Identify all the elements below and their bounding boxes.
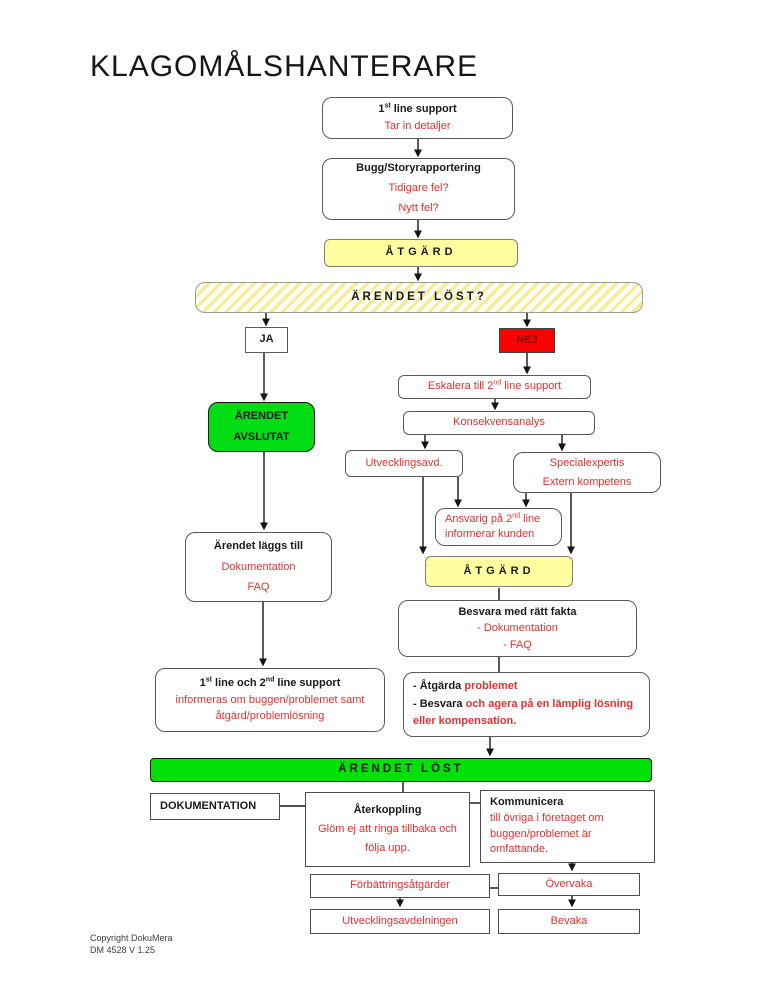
node-atgarda-problemet: - Åtgärda problemet - Besvara och agera på en lämplig lösning eller kompensation. — [403, 672, 650, 737]
node-heading: 1st line support — [378, 102, 457, 115]
node-utvecklingsavd: Utvecklingsavd. — [345, 450, 463, 477]
node-note: Nytt fel? — [398, 201, 439, 214]
node-atgard-1: ÅTGÄRD — [324, 239, 518, 267]
node-line: - Besvara och agera på en lämplig lösning — [413, 697, 634, 710]
node-utvecklingsavdelningen: Utvecklingsavdelningen — [310, 909, 490, 934]
page-title: KLAGOMÅLSHANTERARE — [90, 50, 479, 83]
node-atgard-2: ÅTGÄRD — [425, 556, 573, 587]
node-bugg-storyrapportering — [322, 158, 515, 220]
node-bevaka: Bevaka — [498, 909, 640, 934]
node-arendet-laggs-till: Ärendet läggs till Dokumentation FAQ — [185, 532, 332, 602]
node-dokumentation: DOKUMENTATION — [150, 793, 280, 820]
node-arendet-avslutat: ÄRENDET AVSLUTAT — [208, 402, 315, 452]
node-ja: JA — [245, 327, 288, 353]
node-besvara-fakta: Besvara med rätt fakta - Dokumentation - FAQ — [398, 600, 637, 657]
node-aterkoppling: Återkoppling Glöm ej att ringa tillbaka och följa upp. — [305, 792, 470, 867]
node-note: Ansvarig på 2nd line — [445, 511, 541, 525]
node-heading: Bugg/Storyrapportering — [356, 162, 481, 175]
node-first-second-line-support: 1st line och 2nd line support informeras om buggen/problemet samt åtgärd/problemlösning — [155, 668, 385, 732]
node-forbattringsatgarder: Förbättringsåtgärder — [310, 874, 490, 898]
node-note: Tidigare fel? — [388, 182, 449, 195]
node-note: Eskalera till 2nd line support — [427, 379, 562, 393]
node-overvaka: Övervaka — [498, 873, 640, 896]
node-first-line-support — [322, 97, 513, 139]
node-ansvarig: Ansvarig på 2nd line informerar kunden — [435, 508, 562, 546]
node-heading: 1st line och 2nd line support — [199, 676, 341, 690]
node-note: Tar in detaljer — [384, 120, 451, 132]
node-eskalera — [398, 375, 591, 399]
node-konsekvensanalys: Konsekvensanalys — [403, 411, 595, 435]
node-kommunicera: Kommunicera till övriga i företaget om buggen/problemet är omfattande. — [480, 790, 655, 863]
node-nej: NEJ — [499, 328, 555, 353]
node-arendet-lost-question: ÄRENDET LÖST? — [195, 282, 643, 313]
copyright-note: Copyright DokuMera DM 4528 V 1.25 — [90, 933, 173, 956]
node-specialexpertis: Specialexpertis Extern kompetens — [513, 452, 661, 493]
node-arendet-lost: ÄRENDET LÖST — [150, 758, 652, 782]
node-line: - Åtgärda problemet — [413, 680, 518, 693]
